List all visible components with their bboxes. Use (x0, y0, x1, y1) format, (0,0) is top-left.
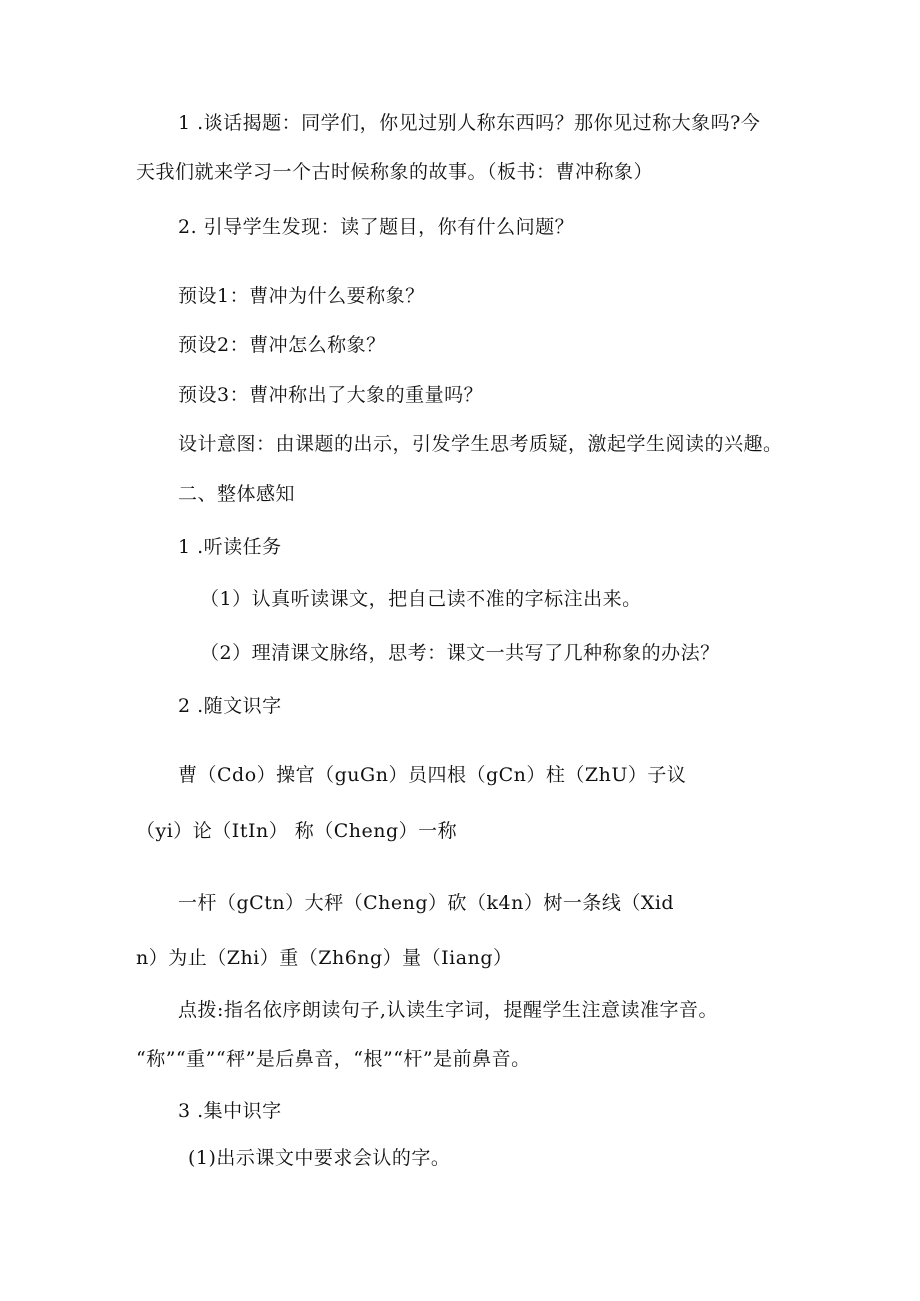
paragraph-line: （yi）论（ItIn） 称（Cheng）一称 (136, 820, 458, 842)
paragraph-line: 预设3：曹冲称出了大象的重量吗？ (178, 384, 484, 406)
paragraph-line: 天我们就来学习一个古时候称象的故事。（板书：曹冲称象） (136, 161, 654, 183)
paragraph-line: 设计意图：由课题的出示，引发学生思考质疑，激起学生阅读的兴趣。 (178, 433, 783, 455)
paragraph-line: n）为止（Zhi）重（Zh6ng）量（Iiang） (136, 947, 513, 969)
paragraph-line: “称”“重”“秤”是后鼻音，“根”“杆”是前鼻音。 (136, 1048, 531, 1070)
paragraph-line: 预设2：曹冲怎么称象？ (178, 334, 386, 356)
paragraph-line: （1）认真听读课文，把自己读不准的字标注出来。 (200, 588, 642, 610)
paragraph-line: 1 .听读任务 (178, 536, 282, 558)
paragraph-line: 2 .随文识字 (178, 695, 282, 717)
paragraph-line: (1)出示课文中要求会认的字。 (188, 1147, 451, 1169)
paragraph-line: 一杆（gCtn）大秤（Cheng）砍（k4n）树一条线（Xid (178, 892, 675, 914)
paragraph-line: 3 .集中识字 (178, 1100, 282, 1122)
paragraph-line: 1 .谈话揭题：同学们，你见过别人称东西吗？那你见过称大象吗?今 (178, 112, 761, 134)
paragraph-line: 2. 引导学生发现：读了题目，你有什么问题？ (178, 216, 575, 238)
paragraph-line: （2）理清课文脉络，思考：课文一共写了几种称象的办法？ (200, 642, 720, 664)
paragraph-line: 点拨:指名依序朗读句子,认读生字词，提醒学生注意读准字音。 (178, 999, 718, 1021)
paragraph-line: 曹（Cdo）操官（guGn）员四根（gCn）柱（ZhU）子议 (178, 764, 687, 786)
section-heading: 二、整体感知 (178, 483, 296, 505)
paragraph-line: 预设1：曹冲为什么要称象？ (178, 285, 425, 307)
